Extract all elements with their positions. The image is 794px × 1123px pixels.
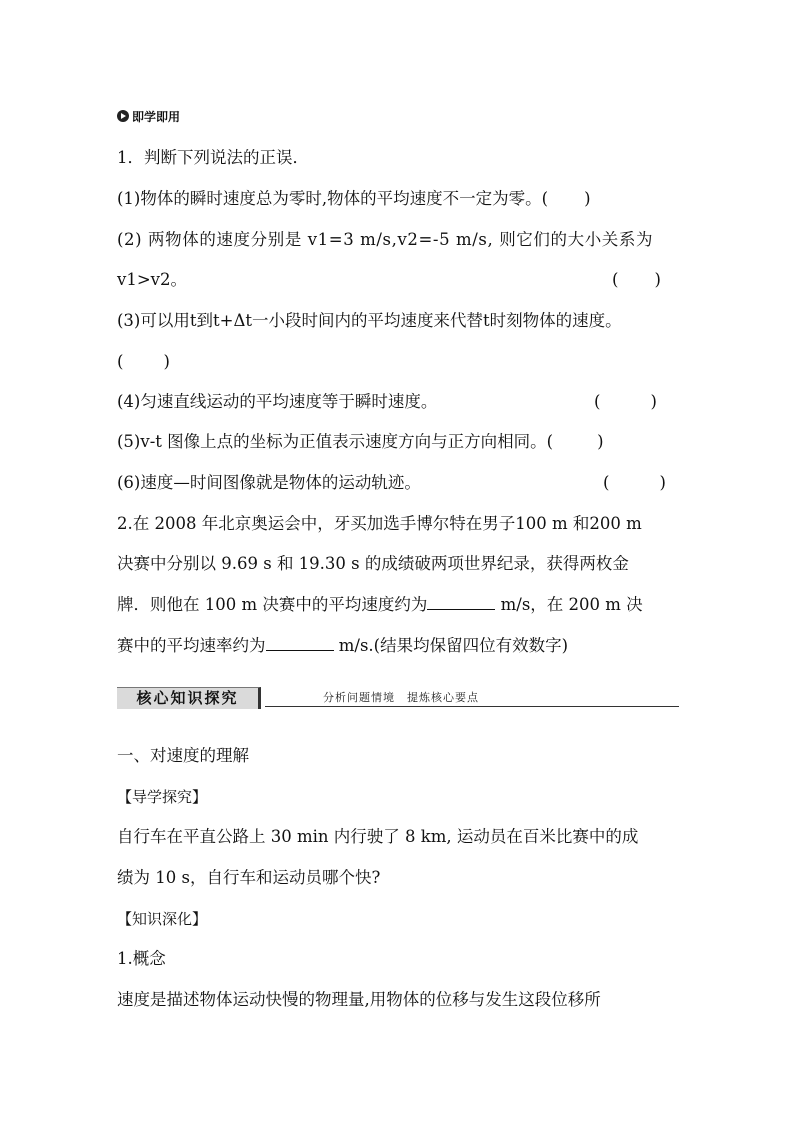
q1-item-5-text: (5)v-t 图像上点的坐标为正值表示速度方向与正方向相同。( [117, 432, 554, 451]
q1-title: 1．判断下列说法的正误． [117, 148, 309, 167]
section-banner [117, 684, 679, 712]
answer-paren-close: ) [659, 473, 666, 492]
play-circle-icon [117, 110, 129, 122]
part1-heading: 一、对速度的理解 [117, 746, 249, 765]
answer-paren-close: ) [654, 270, 661, 289]
q1-item-2-cont: v1>v2。 [117, 270, 187, 289]
q2-line-4 [117, 636, 568, 656]
q1-item-4-paren [594, 392, 657, 412]
q2-line-3-unit: m/s，在 200 m 决 [500, 595, 643, 614]
banner-subtitle-1: 分析问题情境 [323, 691, 395, 704]
q2-line-3 [117, 595, 643, 615]
q1-item-6: (6)速度—时间图像就是物体的运动轨迹。 [117, 473, 421, 492]
guide-line-2: 绩为 10 s，自行车和运动员哪个快? [117, 868, 381, 887]
answer-paren-open: ( [603, 473, 610, 492]
q1-item-1 [117, 189, 591, 209]
answer-paren-open: ( [117, 352, 124, 371]
banner-rule [265, 706, 679, 707]
q1-item-2: (2) 两物体的速度分别是 v1=3 m/s,v2=-5 m/s, 则它们的大小关系为 [117, 230, 654, 249]
q1-item-6-paren [603, 473, 666, 493]
concept-heading: 1.概念 [117, 949, 166, 968]
deepen-label: 【知识深化】 [117, 910, 208, 928]
banner-subtitle [323, 689, 491, 705]
q1-item-2-paren [612, 270, 661, 290]
q2-line-4-text: 赛中的平均速率约为 [117, 636, 266, 655]
q1-item-5-close: ) [597, 432, 604, 451]
q1-item-3-paren [117, 352, 170, 372]
q2-line-1: 2.在 2008 年北京奥运会中，牙买加选手博尔特在男子100 m 和200 m [117, 514, 642, 533]
answer-blank-1[interactable] [427, 595, 495, 610]
answer-paren-close: ) [650, 392, 657, 411]
guide-label: 【导学探究】 [117, 788, 208, 806]
answer-paren-open: ( [594, 392, 601, 411]
q2-line-3-text: 牌．则他在 100 m 决赛中的平均速度约为 [117, 595, 428, 614]
section-head-label: 即学即用 [132, 109, 181, 124]
answer-paren-open: ( [612, 270, 619, 289]
q2-line-2: 决赛中分别以 9.69 s 和 19.30 s 的成绩破两项世界纪录，获得两枚金 [117, 554, 629, 573]
q1-item-5 [117, 432, 604, 452]
q2-line-4-unit: m/s.(结果均保留四位有效数字) [338, 636, 569, 655]
guide-line-1: 自行车在平直公路上 30 min 内行驶了 8 km, 运动员在百米比赛中的成 [117, 827, 639, 846]
banner-subtitle-2: 提炼核心要点 [407, 691, 479, 704]
answer-paren-close: ) [163, 352, 170, 371]
section-head-practice [117, 107, 180, 125]
q1-item-3: (3)可以用t到t+Δt一小段时间内的平均速度来代替t时刻物体的速度。 [117, 311, 622, 330]
answer-blank-2[interactable] [266, 636, 334, 651]
q1-item-4: (4)匀速直线运动的平均速度等于瞬时速度。 [117, 392, 438, 411]
banner-title: 核心知识探究 [117, 687, 261, 709]
concept-line-1: 速度是描述物体运动快慢的物理量,用物体的位移与发生这段位移所 [117, 990, 601, 1009]
q1-item-1-close: ) [584, 189, 591, 208]
q1-item-1-text: (1)物体的瞬时速度总为零时,物体的平均速度不一定为零。( [117, 189, 549, 208]
